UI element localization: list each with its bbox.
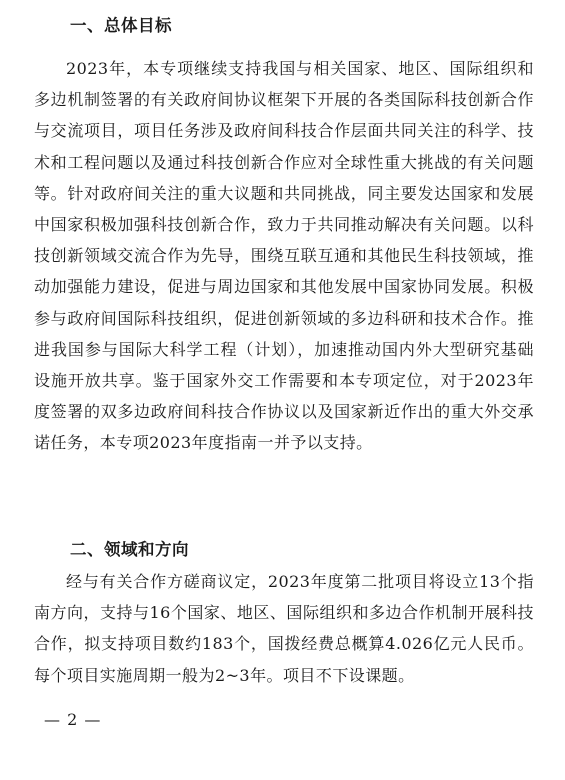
section-heading-overall-goals: 一、总体目标: [70, 16, 172, 35]
section-paragraph-fields-directions: 经与有关合作方磋商议定，2023年度第二批项目将设立13个指南方向，支持与16个国家、地区、国际组织和多边合作机制开展科技合作，拟支持项目数约183个，国拨经费总概算4.026亿元人民币。每个项目实施周期一般为2~3年。项目不下设课题。: [34, 572, 534, 685]
page-number: — 2 —: [44, 710, 102, 729]
section-paragraph-overall-goals: 2023年，本专项继续支持我国与相关国家、地区、国际组织和多边机制签署的有关政府间协议框架下开展的各类国际科技创新合作与交流项目，项目任务涉及政府间科技合作层面共同关注的科学、技术和工程问题以及通过科技创新合作应对全球性重大挑战的有关问题等。针对政府间关注的重大议题和共同挑战，同主要发达国家和发展中国家积极加强科技创新合作，致力于共同推动解决有关问题。以科技创新领域交流合作为先导，围绕互联互通和其他民生科技领域，推动加强能力建设，促进与周边国家和其他发展中国家协同发展。积极参与政府间国际科技组织，促进创新领域的多边科研和技术合作。推进我国参与国际大科学工程（计划），加速推动国内外大型研究基础设施开放共享。鉴于国家外交工作需要和本专项定位，对于2023年度签署的双多边政府间科技合作协议以及国家新近作出的重大外交承诺任务，本专项2023年度指南一并予以支持。: [34, 59, 534, 453]
section-heading-fields-directions: 二、领域和方向: [70, 540, 189, 559]
